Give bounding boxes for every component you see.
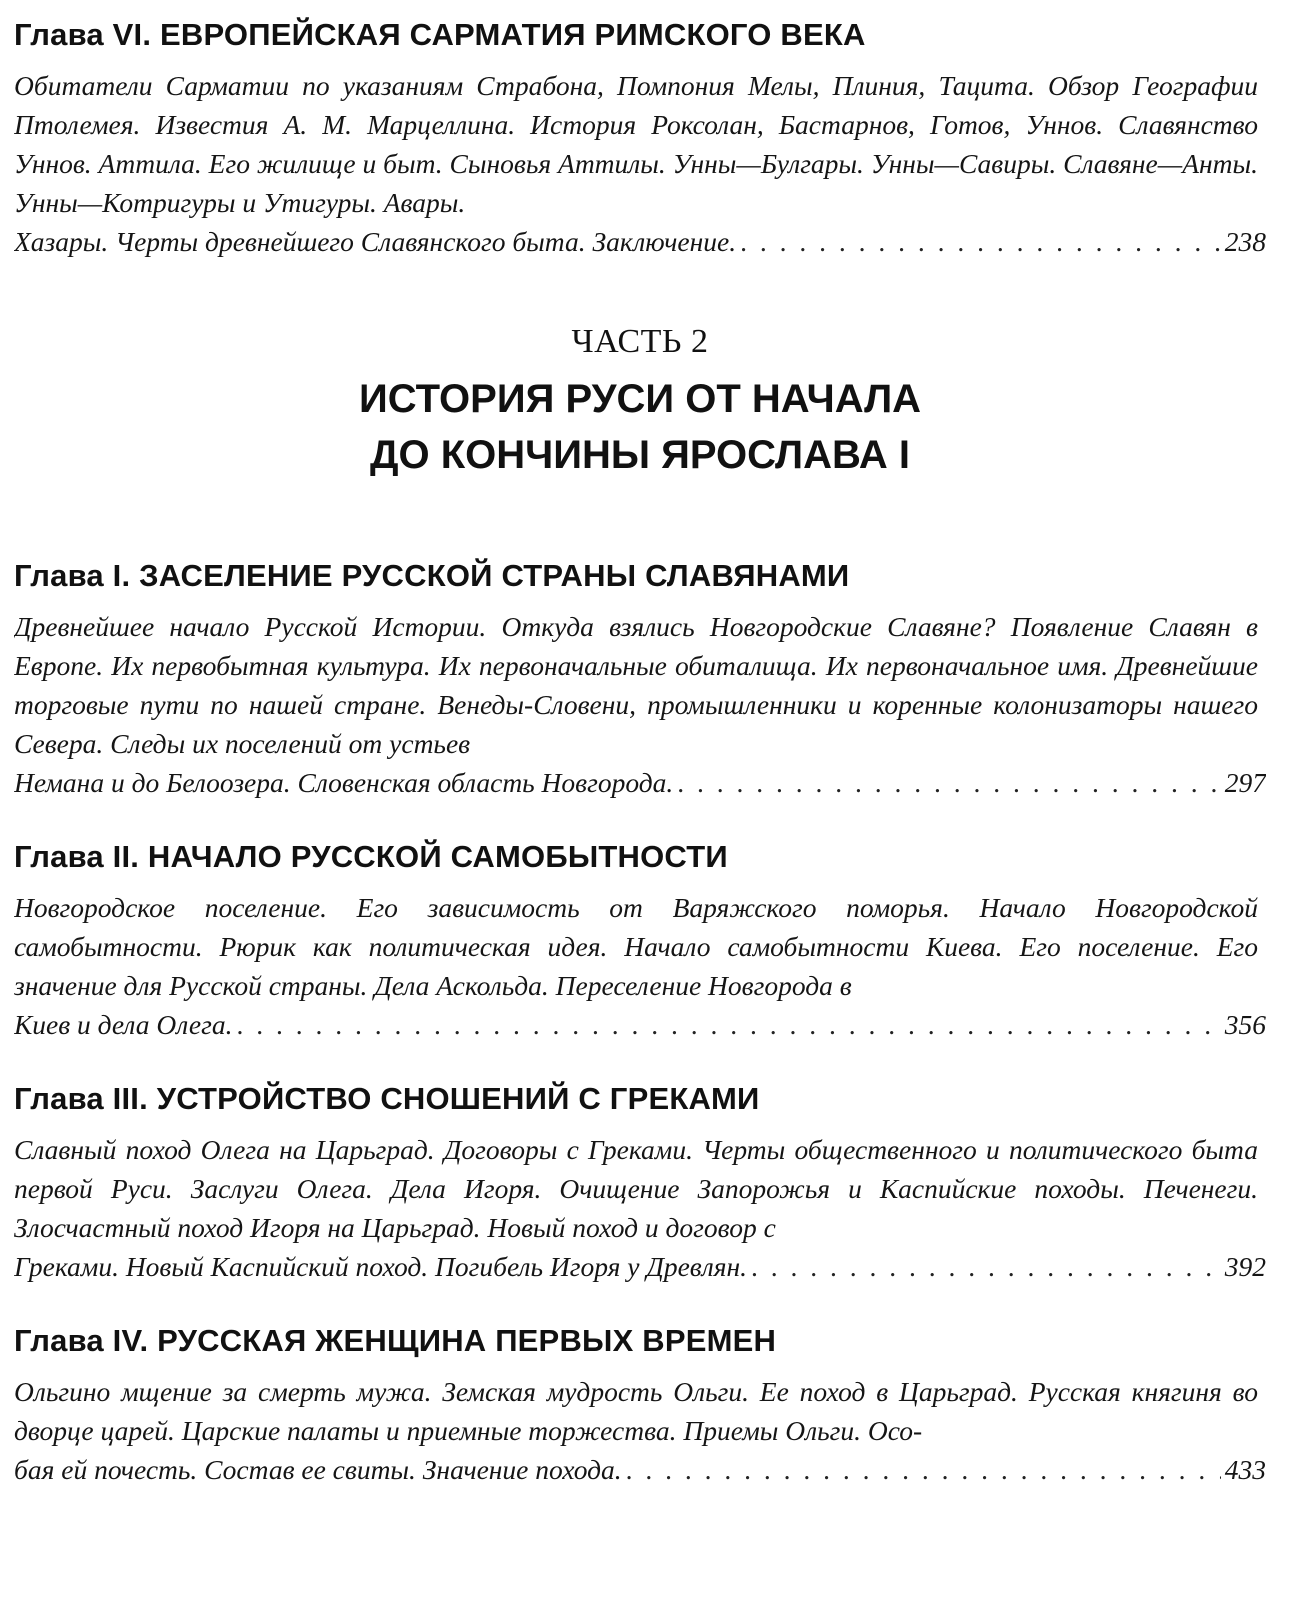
table-of-contents-page: [14, 8, 1266, 1588]
dot-leader: [740, 222, 1221, 261]
dot-leader: [236, 1005, 1220, 1044]
chapter-summary: Обитатели Сарматии по указаниям Страбона, Помпония Мелы, Плиния, Тацита. Обзор Географии Птолемея. Известия А. М. Марцеллина. История Роксолан, Бастарнов, Готов, Уннов. Славянство Уннов. Аттила. Его жилище и быт. Сыновья Аттилы. Унны—Булгары. Унны—Савиры. Славяне—Анты. Унны—Котригуры и Утигуры. Авары.: [14, 70, 1258, 218]
page-number: 238: [1224, 226, 1266, 257]
chapter-page-line: [14, 1450, 1266, 1489]
chapter-summary: Новгородское поселение. Его зависимость от Варяжского поморья. Начало Новгородской самобытности. Рюрик как политическая идея. Начало самобытности Киева. Его поселение. Его значение для Русской страны. Дела Аскольда. Переселение Новгорода в: [14, 892, 1258, 1001]
chapter-entry-iv: [14, 1314, 1266, 1489]
chapter-title: Глава III. УСТРОЙСТВО СНОШЕНИЙ С ГРЕКАМИ: [14, 1081, 760, 1116]
chapter-title: Глава II. НАЧАЛО РУССКОЙ САМОБЫТНОСТИ: [14, 839, 728, 874]
chapter-summary-end: Хазары. Черты древнейшего Славянского быта. Заключение.: [14, 226, 737, 257]
chapter-title: Глава VI. ЕВРОПЕЙСКАЯ САРМАТИЯ РИМСКОГО ВЕКА: [14, 17, 866, 52]
spacer: [14, 802, 1266, 830]
chapter-page-line: [14, 1247, 1266, 1286]
dot-leader: [677, 763, 1220, 802]
chapter-summary-end: Греками. Новый Каспийский поход. Погибель Игоря у Древлян.: [14, 1251, 748, 1282]
part-label: ЧАСТЬ 2: [571, 323, 709, 360]
chapter-entry-vi: [14, 8, 1266, 261]
chapter-entry-ii: [14, 830, 1266, 1044]
chapter-entry-iii: [14, 1072, 1266, 1286]
chapter-title: Глава I. ЗАСЕЛЕНИЕ РУССКОЙ СТРАНЫ СЛАВЯНАМИ: [14, 558, 850, 593]
part-heading: [14, 319, 1266, 483]
chapter-summary: Ольгино мщение за смерть мужа. Земская мудрость Ольги. Ее поход в Царьград. Русская княгиня во дворце царей. Царские палаты и приемные торжества. Приемы Ольги. Осо-: [14, 1376, 1258, 1446]
page-number: 356: [1224, 1009, 1266, 1040]
chapter-entry-i: [14, 549, 1266, 802]
dot-leader: [626, 1450, 1221, 1489]
chapter-summary-end: бая ей почесть. Состав ее свиты. Значение похода.: [14, 1454, 622, 1485]
part-title-line-1: ИСТОРИЯ РУСИ ОТ НАЧАЛА: [358, 377, 922, 421]
chapter-summary-end: Киев и дела Олега.: [14, 1009, 233, 1040]
chapter-summary: Славный поход Олега на Царьград. Договоры с Греками. Черты общественного и политического быта первой Руси. Заслуги Олега. Дела Игоря. Очищение Запорожья и Каспийские походы. Печенеги. Злосчастный поход Игоря на Царьград. Новый поход и договор с: [14, 1134, 1258, 1243]
chapter-summary-end: Немана и до Белоозера. Словенская область Новгорода.: [14, 767, 674, 798]
chapter-title: Глава IV. РУССКАЯ ЖЕНЩИНА ПЕРВЫХ ВРЕМЕН: [14, 1323, 777, 1358]
dot-leader: [751, 1247, 1221, 1286]
page-number: 433: [1224, 1454, 1266, 1485]
chapter-page-line: [14, 1005, 1266, 1044]
spacer: [14, 1044, 1266, 1072]
part-title-line-2: ДО КОНЧИНЫ ЯРОСЛАВА I: [369, 433, 911, 477]
chapter-page-line: [14, 763, 1266, 802]
chapter-summary: Древнейшее начало Русской Истории. Откуда взялись Новгородские Славяне? Появление Славян в Европе. Их первобытная культура. Их первоначальные обиталища. Их первоначальное имя. Древнейшие торговые пути по нашей стране. Венеды-Словени, промышленники и коренные колонизаторы нашего Севера. Следы их поселений от устьев: [14, 611, 1258, 759]
spacer: [14, 1286, 1266, 1314]
page-number: 392: [1224, 1251, 1266, 1282]
page-number: 297: [1224, 767, 1266, 798]
chapter-page-line: [14, 222, 1266, 261]
